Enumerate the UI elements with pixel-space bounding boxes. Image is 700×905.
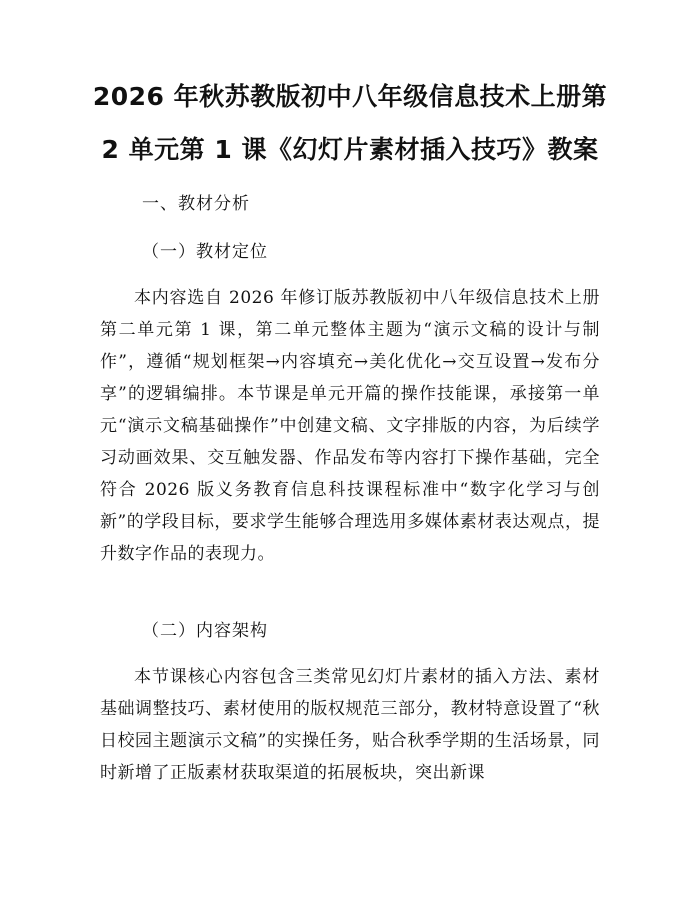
subsection-heading-positioning: （一）教材定位 xyxy=(142,242,268,262)
document-title-line-1: 2026 年秋苏教版初中八年级信息技术上册第 xyxy=(92,82,608,111)
section-heading-textbook-analysis: 一、教材分析 xyxy=(142,194,250,214)
paragraph-positioning: 本内容选自 2026 年修订版苏教版初中八年级信息技术上册第二单元第 1 课，第二单元整体主题为“演示文稿的设计与制作”，遵循“规划框架→内容填充→美化优化→交互设置→发布分享”的逻辑编排。本节课是单元开篇的操作技能课，承接第一单元“演示文稿基础操作”中创建文稿、文字排版的内容，为后续学习动画效果、交互触发器、作品发布等内容打下操作基础，完全符合 2026 版义务教育信息科技课程标准中“数字化学习与创新”的学段目标，要求学生能够合理选用多媒体素材表达观点，提升数字作品的表现力。 xyxy=(100,288,600,564)
document-title-line-2: 2 单元第 1 课《幻灯片素材插入技巧》教案 xyxy=(101,135,599,164)
paragraph-structure: 本节课核心内容包含三类常见幻灯片素材的插入方法、素材基础调整技巧、素材使用的版权规范三部分，教材特意设置了“秋日校园主题演示文稿”的实操任务，贴合秋季学期的生活场景，同时新增了正版素材获取渠道的拓展板块，突出新课 xyxy=(100,667,600,783)
subsection-heading-structure: （二）内容架构 xyxy=(142,621,268,641)
